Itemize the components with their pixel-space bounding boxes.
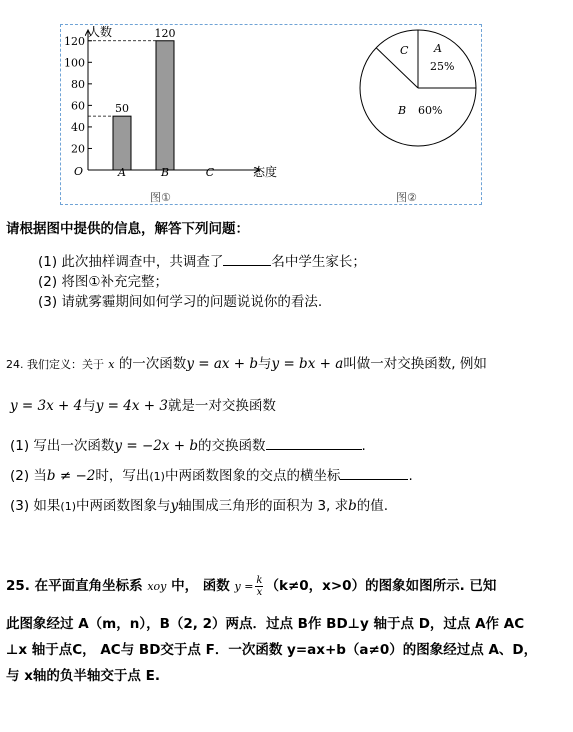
q24-lead: 24. 我们定义：关于 [6, 358, 104, 371]
q23-item-2-num: (2) [38, 274, 58, 290]
q25-fraction [255, 575, 263, 598]
bar [156, 41, 174, 170]
x-category-label: A [118, 166, 126, 179]
x-category-label: C [205, 166, 215, 179]
q23-item-2 [38, 270, 168, 290]
q24-item-1-expr: y = −2x + b [114, 438, 198, 454]
pie-radius-c [376, 48, 418, 88]
q25-line-1 [6, 574, 496, 598]
q24-item-3-axis: y [170, 498, 179, 514]
fraction-numerator: k [256, 574, 263, 586]
q24-item-2-num: (2) [10, 468, 30, 484]
q24-item-2-expr: b ≠ −2 [46, 468, 96, 484]
q25-cond: （k≠0，x>0）的图象如图所示. 已知 [265, 578, 497, 594]
q23-item-2-text: 将图①补充完整； [61, 274, 169, 290]
q23-item-1-num: (1) [38, 254, 58, 270]
q24-f2: y = bx + a [271, 356, 344, 372]
q24-item-2: (2) 当b ≠ −2时，写出(1)中两函数图象的交点的横坐标 . [10, 468, 413, 484]
q24-item-3-ref: (1) [60, 500, 77, 513]
q24-item-1-text: 写出一次函数 [33, 438, 115, 454]
origin-label: O [74, 165, 84, 178]
q24-item-3-text-d: 的值. [356, 498, 389, 514]
q24-item-1-num: (1) [10, 438, 30, 454]
q23-item-1-text-b: 名中学生家长； [271, 254, 366, 270]
q24-item-1-text-b: 的交换函数 [198, 438, 266, 454]
y-axis-label: 人数 [88, 25, 113, 39]
x-axis-label: 态度 [253, 165, 278, 179]
y-tick-label: 60 [71, 99, 85, 113]
bar-chart [60, 24, 290, 205]
q23-item-3-text: 请就雾霾期间如何学习的问题说说你的看法. [61, 294, 323, 310]
q24-item-2-ref: (1) [149, 470, 165, 483]
q24-item-2-text-c: 中两函数图象的交点的横坐标 [164, 468, 341, 484]
q24-ex1: y = 3x + 4 [10, 398, 83, 414]
figure1-caption: 图① [150, 191, 171, 204]
slice-c-label: C [400, 44, 409, 57]
slice-b-label: B [398, 104, 407, 117]
q24-item-3-num: (3) [10, 498, 30, 514]
y-tick-label: 100 [64, 56, 85, 70]
q25-lead: 25. 在平面直角坐标系 [6, 578, 143, 594]
q24-line-1 [6, 352, 487, 372]
q24-text-c: 与 [258, 356, 272, 372]
fraction-denominator: x [256, 586, 263, 598]
answer-blank[interactable] [340, 467, 408, 480]
pie-chart [350, 24, 482, 205]
q24-item-1: (1) 写出一次函数y = −2x + b的交换函数 . [10, 438, 366, 454]
x-category-label: B [160, 166, 170, 179]
q23-item-1 [38, 250, 366, 270]
q24-item-3 [10, 494, 388, 514]
q24-text-d: 叫做一对交换函数, 例如 [343, 356, 487, 372]
q23-intro: 请根据图中提供的信息，解答下列问题： [6, 221, 249, 237]
q24-item-2-text-b: 时，写出 [95, 468, 150, 484]
answer-blank[interactable] [266, 437, 362, 450]
y-tick-label: 40 [71, 120, 85, 134]
q24-ex-tail: 就是一对交换函数 [167, 398, 276, 414]
q24-item-3-text-b: 中两函数图象与 [76, 498, 171, 514]
q24-f1: y = ax + b [186, 356, 259, 372]
slice-a-label: A [434, 42, 442, 55]
q25-func-y: y = [234, 580, 254, 593]
q23-item-1-text-a: 此次抽样调查中，共调查了 [61, 254, 224, 270]
q24-item-2-text: 当 [33, 468, 47, 484]
y-tick-label: 120 [64, 34, 85, 48]
bar-value-label: 50 [115, 102, 129, 116]
y-tick-label: 20 [71, 142, 85, 156]
slice-a-pct: 25% [430, 60, 455, 73]
q24-item-3-text-c: 轴围成三角形的面积为 3, 求 [178, 498, 349, 514]
q23-item-3-num: (3) [38, 294, 58, 310]
answer-blank[interactable] [223, 253, 271, 266]
q25-line-4: 与 x轴的负半轴交于点 E. [6, 668, 160, 684]
q24-item-3-text: 如果 [33, 498, 61, 514]
figure2-caption: 图② [396, 191, 417, 204]
q24-item-3-var: b [348, 498, 357, 514]
slice-b-pct: 60% [418, 104, 443, 117]
q24-var-x: x [108, 358, 115, 371]
q24-text-b: 的一次函数 [118, 356, 187, 372]
q23-item-3 [38, 290, 322, 310]
bar-value-label: 120 [154, 26, 176, 40]
q24-line-2 [10, 394, 276, 414]
y-tick-label: 80 [71, 77, 85, 91]
q25-coord: xoy [147, 580, 167, 593]
q24-ex2: y = 4x + 3 [95, 398, 168, 414]
q25-text-b: 中， 函数 [171, 578, 230, 594]
q24-ex-and: 与 [82, 398, 96, 414]
q25-line-3: ⊥x 轴于点C， AC与 BD交于点 F．一次函数 y=ax+b（a≠0）的图象经过点 A、D， [6, 642, 538, 658]
bar [113, 116, 131, 170]
q25-line-2: 此图象经过 A（m，n），B（2, 2）两点．过点 B作 BD⊥y 轴于点 D，过点 A作 AC [6, 616, 525, 632]
